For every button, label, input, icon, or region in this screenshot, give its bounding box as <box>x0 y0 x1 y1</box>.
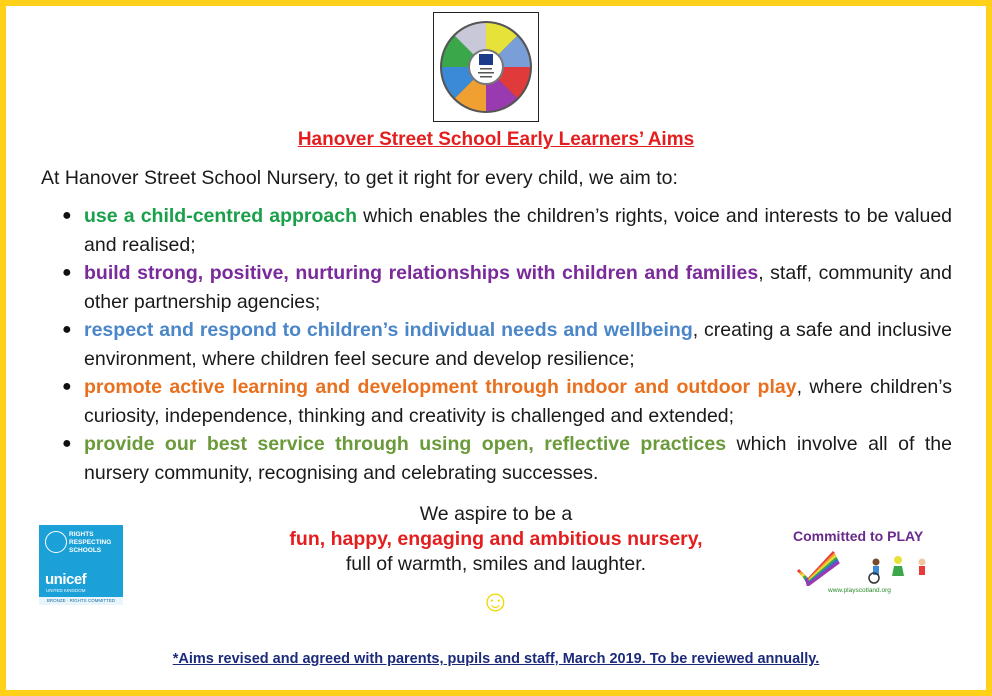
bullet-icon: ● <box>62 435 72 452</box>
bullet-icon: ● <box>62 378 72 395</box>
committed-to-play-title: Committed to PLAY <box>793 528 924 544</box>
aim-text: , creating a safe and inclusive environment, where children feel secure and develop resilience; <box>84 319 952 370</box>
list-item <box>60 373 952 430</box>
school-wheel-logo-icon <box>434 13 538 121</box>
aspire-line-3: full of warmth, smiles and laughter. <box>345 553 647 575</box>
footnote: *Aims revised and agreed with parents, pupils and staff, March 2019. To be reviewed annually. <box>172 651 820 667</box>
badge-country: UNITED KINGDOM <box>46 588 86 593</box>
smiley-icon: ☺ <box>480 585 511 618</box>
list-item <box>60 430 952 487</box>
aim-highlight: promote active learning and development through indoor and outdoor play <box>84 376 797 398</box>
aim-text: which enables the children’s rights, voice and interests to be valued and realised; <box>84 205 953 256</box>
play-logo-icon <box>794 546 944 586</box>
aim-text: , where children’s curiosity, independence, thinking and creativity is challenged and extended; <box>84 376 952 427</box>
intro-text: At Hanover Street School Nursery, to get it right for every child, we aim to: <box>41 167 678 189</box>
bullet-icon: ● <box>62 264 72 281</box>
aim-highlight: respect and respond to children’s individual needs and wellbeing <box>84 319 693 341</box>
page-title: Hanover Street School Early Learners’ Aims <box>297 129 695 150</box>
bullet-icon: ● <box>62 321 72 338</box>
unicef-logo: unicef <box>45 571 87 588</box>
aim-highlight: build strong, positive, nurturing relationships with children and families <box>84 262 759 284</box>
list-item <box>60 259 952 316</box>
list-item <box>60 202 952 259</box>
badge-text: RIGHTS RESPECTING SCHOOLS <box>69 531 112 554</box>
aim-text: which involve all of the nursery community, recognising and celebrating successes. <box>84 433 952 484</box>
bullet-icon: ● <box>62 207 72 224</box>
school-logo <box>433 12 539 122</box>
aims-list <box>60 202 952 487</box>
aim-text: , staff, community and other partnership agencies; <box>84 262 952 313</box>
list-item <box>60 316 952 373</box>
aim-highlight: use a child-centred approach <box>84 205 358 227</box>
play-url: www.playscotland.org <box>828 587 891 594</box>
aim-highlight: provide our best service through using open, reflective practices <box>84 433 727 455</box>
aspire-line-1: We aspire to be a <box>419 503 573 525</box>
aspire-line-2: fun, happy, engaging and ambitious nursery, <box>289 528 703 550</box>
badge-level: BRONZE · RIGHTS COMMITTED <box>39 597 123 605</box>
